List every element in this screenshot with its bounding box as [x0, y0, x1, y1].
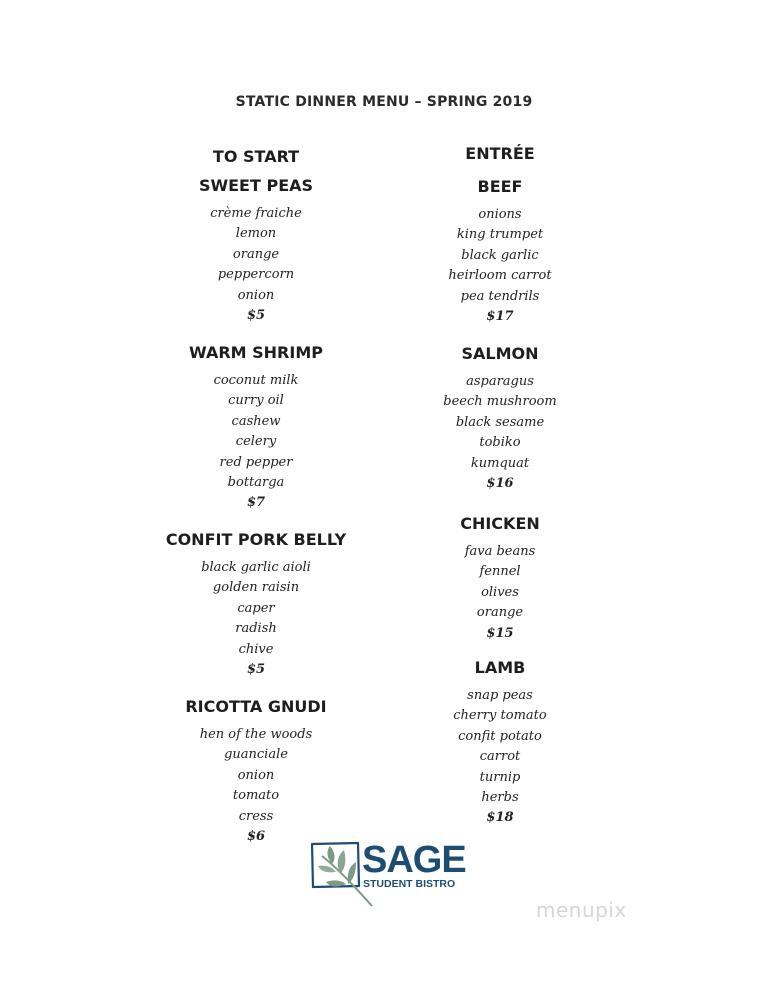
ingredient: orange — [476, 605, 524, 621]
menu-title: STATIC DINNER MENU – SPRING 2019 — [235, 94, 533, 110]
dish-name: RICOTTA GNUDI — [185, 697, 327, 716]
ingredient: heirloom carrot — [448, 268, 552, 284]
ingredient: crème fraiche — [210, 206, 302, 221]
ingredient: tomato — [232, 788, 280, 804]
ingredient: confit potato — [458, 728, 542, 744]
ingredient: golden raisin — [212, 580, 300, 596]
ingredient: onions — [478, 207, 522, 222]
dish-beef — [350, 177, 650, 327]
ingredient: curry oil — [228, 393, 284, 409]
dish-name: LAMB — [474, 658, 526, 677]
ingredient: orange — [232, 246, 280, 262]
dish-price: $5 — [246, 661, 266, 677]
ingredient: kumquat — [470, 455, 530, 471]
dish-price: $5 — [246, 307, 266, 323]
ingredient: peppercorn — [217, 267, 295, 283]
dish-salmon — [350, 344, 650, 494]
ingredient: tobiko — [479, 435, 521, 451]
dish-lamb — [350, 658, 650, 829]
ingredient: red pepper — [219, 454, 293, 470]
menupix-watermark: menupix — [536, 898, 627, 922]
ingredient: hen of the woods — [199, 727, 313, 742]
ingredient: herbs — [481, 789, 519, 805]
ingredient: black garlic — [461, 247, 539, 263]
ingredient: onion — [237, 287, 275, 303]
ingredient: asparagus — [466, 374, 534, 389]
ingredient: snap peas — [467, 688, 533, 703]
ingredient: black sesame — [455, 414, 545, 430]
entree-heading: ENTRÉE — [465, 144, 535, 163]
dish-name: WARM SHRIMP — [189, 343, 323, 362]
ingredient: beech mushroom — [443, 394, 557, 410]
ingredient: bottarga — [227, 474, 285, 490]
to-start-heading: TO START — [212, 147, 300, 166]
ingredient: caper — [237, 600, 275, 616]
dish-name: SALMON — [461, 344, 539, 363]
ingredient: celery — [235, 434, 277, 450]
dish-name: CHICKEN — [460, 514, 540, 533]
ingredient: cherry tomato — [453, 708, 547, 724]
ingredient: cashew — [231, 413, 281, 429]
ingredient: chive — [238, 641, 274, 657]
dish-name: BEEF — [477, 177, 523, 196]
sage-logo — [310, 840, 470, 910]
ingredient: guanciale — [224, 747, 288, 763]
dish-name: SWEET PEAS — [198, 176, 314, 195]
ingredient: fava beans — [464, 544, 536, 559]
ingredient: king trumpet — [456, 227, 544, 243]
ingredient: radish — [235, 621, 277, 637]
ingredient: coconut milk — [213, 373, 299, 388]
dish-price: $6 — [246, 828, 266, 844]
logo-wordmark: SAGE — [362, 839, 466, 881]
ingredient: black garlic aioli — [201, 560, 311, 575]
ingredient: fennel — [479, 564, 521, 580]
ingredient: lemon — [235, 226, 277, 242]
dish-price: $16 — [486, 475, 514, 491]
dish-price: $7 — [246, 495, 266, 511]
ingredient: carrot — [479, 749, 521, 765]
dish-price: $15 — [486, 625, 514, 641]
logo-subtitle: STUDENT BISTRO — [363, 878, 456, 890]
dish-price: $18 — [486, 810, 514, 826]
ingredient: onion — [237, 767, 275, 783]
ingredient: turnip — [479, 769, 521, 785]
dish-price: $17 — [486, 308, 514, 324]
dish-name: CONFIT PORK BELLY — [165, 530, 347, 549]
ingredient: pea tendrils — [460, 288, 540, 304]
dish-chicken — [350, 514, 650, 644]
ingredient: olives — [481, 584, 519, 600]
ingredient: cress — [238, 808, 274, 824]
